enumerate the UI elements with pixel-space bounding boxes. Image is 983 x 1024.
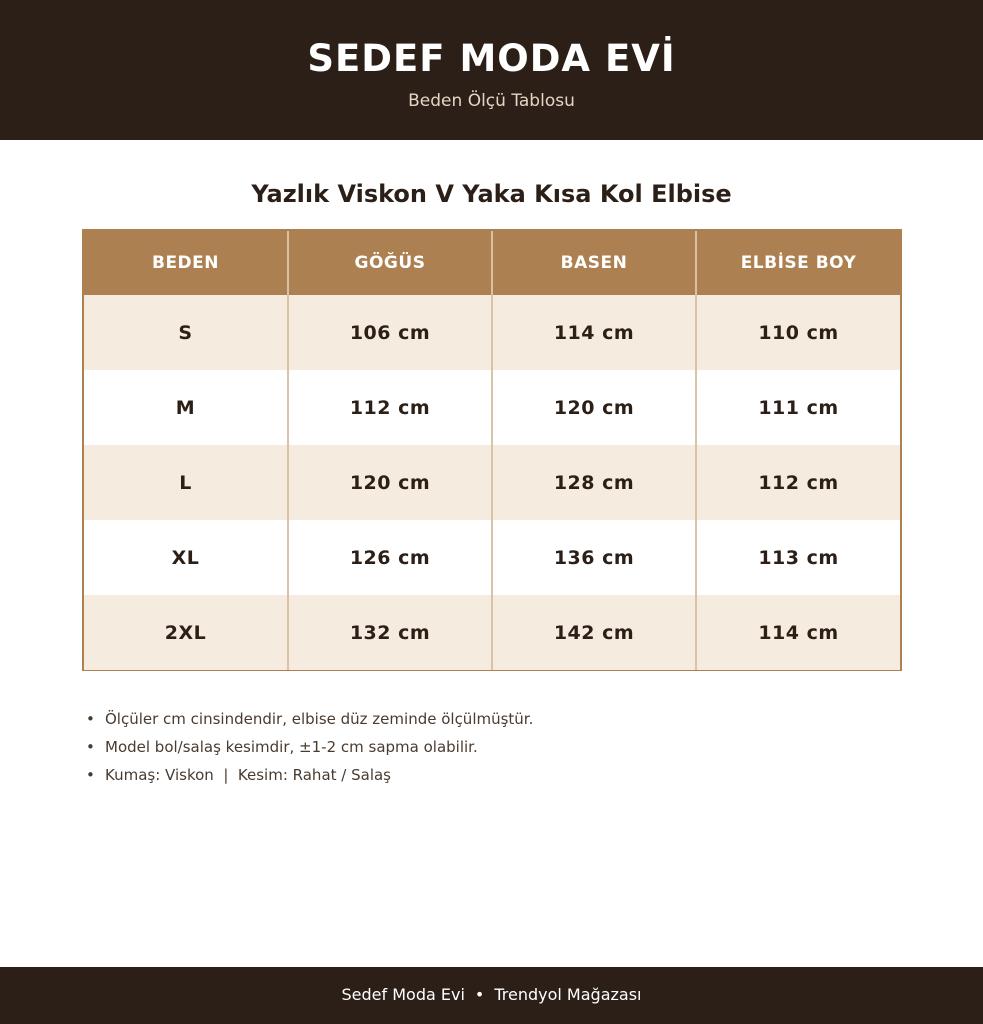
bullet-icon: • [86, 710, 95, 728]
column-header-chest: GÖĞÜS [288, 231, 492, 295]
table-row [84, 595, 900, 670]
cell-dress-length: 114 cm [696, 595, 900, 670]
size-table [84, 231, 900, 670]
cell-dress-length: 112 cm [696, 445, 900, 520]
cell-size: 2XL [84, 595, 288, 670]
page-header [0, 0, 983, 140]
note-text: Model bol/salaş kesimdir, ±1-2 cm sapma olabilir. [105, 738, 478, 756]
notes-list [86, 705, 533, 789]
cell-chest: 126 cm [288, 520, 492, 595]
note-text: Kumaş: Viskon | Kesim: Rahat / Salaş [105, 766, 391, 784]
cell-hip: 142 cm [492, 595, 696, 670]
product-title: Yazlık Viskon V Yaka Kısa Kol Elbise [251, 180, 732, 208]
cell-size: XL [84, 520, 288, 595]
size-table-container [82, 229, 902, 671]
table-row [84, 370, 900, 445]
bullet-icon: • [86, 766, 95, 784]
cell-dress-length: 110 cm [696, 295, 900, 370]
brand-title: SEDEF MODA EVİ [307, 37, 676, 80]
cell-chest: 132 cm [288, 595, 492, 670]
cell-dress-length: 113 cm [696, 520, 900, 595]
cell-hip: 114 cm [492, 295, 696, 370]
table-row [84, 445, 900, 520]
bullet-icon: • [86, 738, 95, 756]
column-header-dress-length: ELBİSE BOY [696, 231, 900, 295]
table-row [84, 295, 900, 370]
footer-platform: Trendyol Mağazası [494, 985, 642, 1004]
column-header-hip: BASEN [492, 231, 696, 295]
note-item [86, 733, 533, 761]
table-header-row [84, 231, 900, 295]
note-item [86, 761, 533, 789]
column-header-size: BEDEN [84, 231, 288, 295]
cell-size: M [84, 370, 288, 445]
table-row [84, 520, 900, 595]
footer-separator: • [474, 985, 485, 1004]
page-footer [0, 967, 983, 1024]
cell-chest: 106 cm [288, 295, 492, 370]
note-text: Ölçüler cm cinsindendir, elbise düz zeminde ölçülmüştür. [105, 710, 534, 728]
cell-dress-length: 111 cm [696, 370, 900, 445]
footer-text [342, 984, 642, 1006]
cell-chest: 112 cm [288, 370, 492, 445]
cell-size: L [84, 445, 288, 520]
cell-hip: 120 cm [492, 370, 696, 445]
page-subtitle: Beden Ölçü Tablosu [408, 91, 575, 111]
footer-store-name: Sedef Moda Evi [341, 985, 465, 1004]
cell-hip: 136 cm [492, 520, 696, 595]
cell-hip: 128 cm [492, 445, 696, 520]
cell-size: S [84, 295, 288, 370]
note-item [86, 705, 533, 733]
cell-chest: 120 cm [288, 445, 492, 520]
